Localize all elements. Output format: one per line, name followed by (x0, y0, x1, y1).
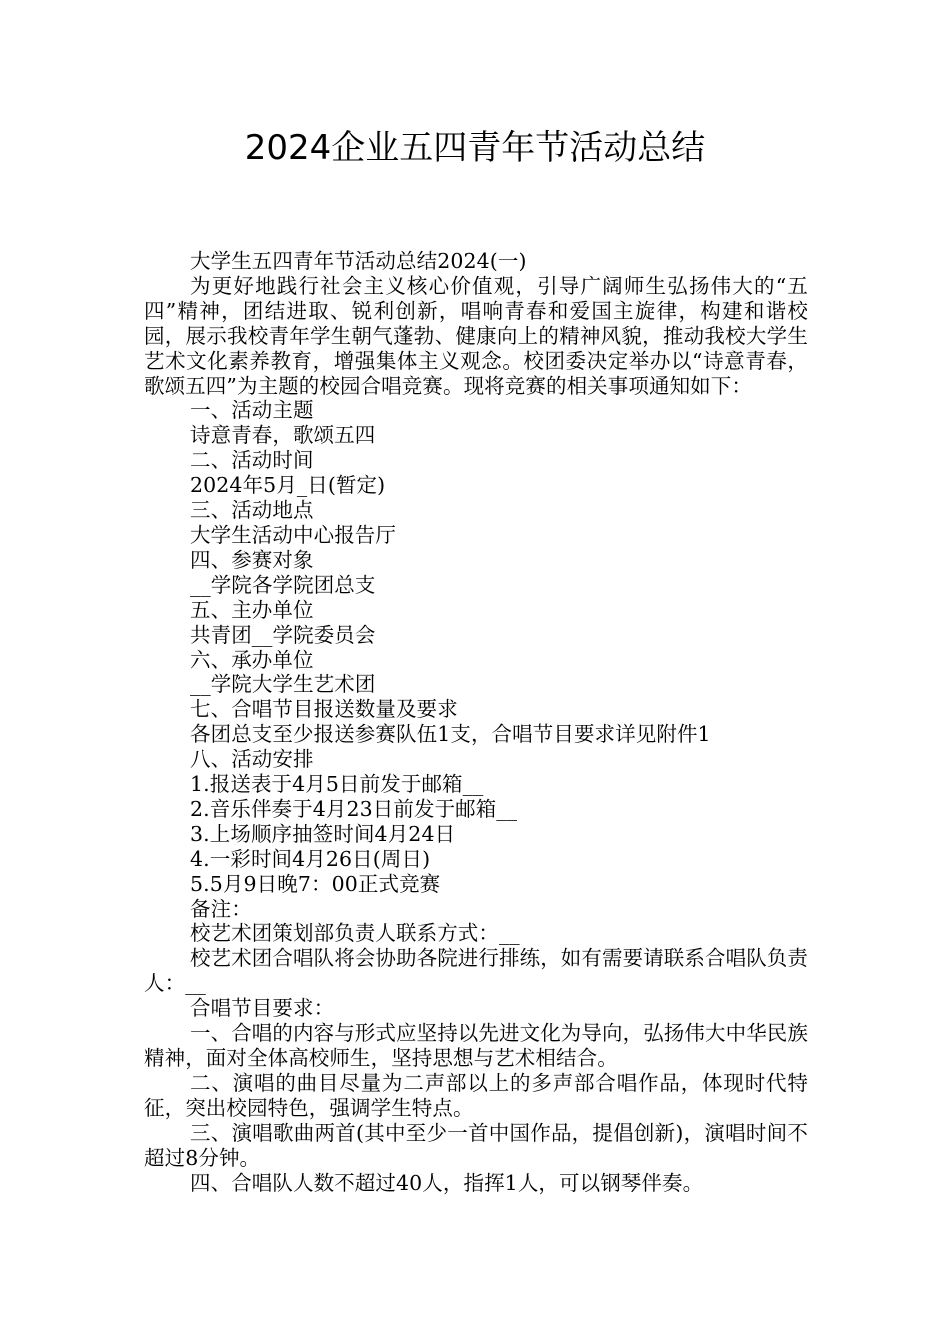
document-title: 2024企业五四青年节活动总结 (244, 128, 706, 168)
requirement-item: 四、合唱队人数不超过40人，指挥1人，可以钢琴伴奏。 (190, 1170, 704, 1195)
requirement-item: 三、演唱歌曲两首(其中至少一首中国作品，提倡创新)，演唱时间不超过8分钟。 (144, 1120, 808, 1170)
item-heading: 四、参赛对象 (190, 547, 314, 572)
item-heading: 三、活动地点 (190, 498, 314, 523)
item-heading: 五、主办单位 (190, 597, 314, 622)
note-heading: 备注： (190, 896, 252, 921)
item-content: __学院大学生艺术团 (190, 672, 376, 697)
item-content: 诗意青春，歌颂五四 (190, 423, 376, 448)
item-content: 共青团__学院委员会 (190, 622, 376, 647)
intro-paragraph: 为更好地践行社会主义核心价值观，引导广阔师生弘扬伟大的“五四”精神，团结进取、锐利创新，唱响青春和爱国主旋律，构建和谐校园，展示我校青年学生朝气蓬勃、健康向上的精神风貌，推动我校大学生艺术文化素养教育，增强集体主义观念。校团委决定举办以“诗意青春，歌颂五四”为主题的校园合唱竞赛。现将竞赛的相关事项通知如下： (144, 273, 808, 398)
item-content: 大学生活动中心报告厅 (190, 522, 396, 547)
schedule-item: 5.5月9日晚7：00正式竞赛 (190, 871, 441, 896)
schedule-item: 1.报送表于4月5日前发于邮箱__ (190, 772, 484, 797)
schedule-item: 3.上场顺序抽签时间4月24日 (190, 821, 456, 846)
schedule-item: 4.一彩时间4月26日(周日) (190, 846, 431, 871)
requirements-heading: 合唱节目要求： (190, 996, 335, 1021)
item-heading: 一、活动主题 (190, 398, 314, 423)
item-heading: 七、合唱节目报送数量及要求 (190, 697, 458, 722)
item-heading: 六、承办单位 (190, 647, 314, 672)
requirement-item: 二、演唱的曲目尽量为二声部以上的多声部合唱作品，体现时代特征，突出校园特色，强调学生特点。 (144, 1070, 808, 1120)
item-content: __学院各学院团总支 (190, 572, 376, 597)
item-content: 2024年5月_日(暂定) (190, 473, 386, 498)
item-content: 各团总支至少报送参赛队伍1支，合唱节目要求详见附件1 (190, 722, 711, 747)
note-item: 校艺术团策划部负责人联系方式：__ (190, 921, 520, 946)
note-item: 校艺术团合唱队将会协助各院进行排练，如有需要请联系合唱队负责人：__ (144, 946, 808, 996)
section-heading: 大学生五四青年节活动总结2024(一) (190, 249, 527, 273)
item-heading: 二、活动时间 (190, 448, 314, 473)
document-body (144, 249, 808, 1195)
requirement-item: 一、合唱的内容与形式应坚持以先进文化为导向，弘扬伟大中华民族精神，面对全体高校师生，坚持思想与艺术相结合。 (144, 1021, 808, 1070)
schedule-item: 2.音乐伴奏于4月23日前发于邮箱__ (190, 796, 518, 821)
item-heading: 八、活动安排 (190, 747, 314, 772)
